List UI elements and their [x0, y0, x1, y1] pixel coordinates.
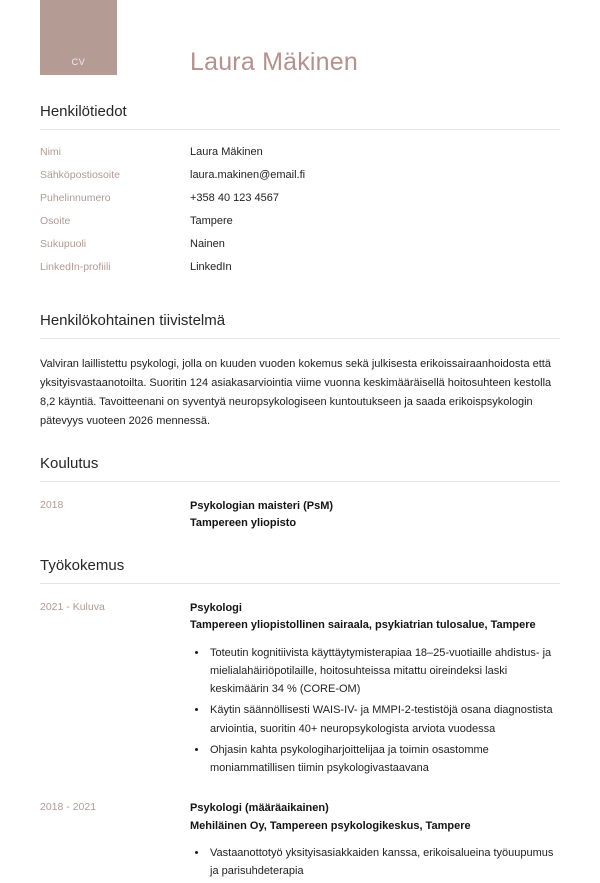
detail-label: Osoite	[40, 215, 71, 227]
education-entry-date: 2018	[40, 498, 64, 511]
detail-label: LinkedIn-profiili	[40, 261, 111, 273]
detail-label: Nimi	[40, 146, 61, 158]
experience-entry	[40, 800, 560, 883]
section-title-education: Koulutus	[40, 454, 99, 472]
detail-value: laura.makinen@email.fi	[190, 169, 306, 181]
section-divider	[40, 583, 560, 584]
section-title-experience: Työkokemus	[40, 556, 125, 574]
section-work-experience	[0, 557, 600, 883]
experience-entry	[40, 600, 560, 780]
education-entry-body	[190, 498, 560, 533]
education-degree: Psykologian maisteri (PsM)	[190, 499, 334, 512]
section-divider	[40, 129, 560, 130]
summary-paragraph: Valviran laillistettu psykologi, jolla on kuuden vuoden kokemus sekä julkisesta erikoissairaanhoidosta että yksityisvastaanotoilta. Suoritin 124 asiakasarviointia viime vuonna keskimääräisellä hoitosuhteen kestolla 8,2 käyntiä. Tavoitteenani on syventyä neuropsykologiseen kuntoutukseen ja saada erikoispsykologin pätevyys vuoteen 2026 mennessä.	[40, 358, 552, 427]
cv-logo-label: CV	[71, 57, 86, 67]
experience-employer: Mehiläinen Oy, Tampereen psykologikeskus, Tampere	[190, 819, 471, 832]
experience-role: Psykologi	[190, 601, 242, 614]
detail-row	[40, 261, 560, 273]
cv-header	[0, 0, 600, 103]
detail-value: Tampere	[190, 215, 233, 227]
section-personal-summary	[0, 312, 600, 431]
detail-label: Sähköpostiosoite	[40, 169, 120, 181]
detail-row	[40, 169, 560, 181]
section-personal-details	[0, 103, 600, 273]
experience-entry-date: 2021 - Kuluva	[40, 600, 105, 613]
linkedin-profile-link[interactable]: LinkedIn	[190, 261, 232, 273]
experience-employer: Tampereen yliopistollinen sairaala, psykiatrian tulosalue, Tampere	[190, 619, 536, 632]
cv-logo-block	[40, 0, 117, 75]
candidate-name: Laura Mäkinen	[190, 48, 358, 76]
experience-bullet: • Käytin säännöllisesti WAIS-IV- ja MMPI-2-testistöjä osana diagnostista arviointia, suoritin 40+ neuropsykologista arviota vuodessa	[208, 701, 560, 737]
section-divider	[40, 338, 560, 339]
experience-bullet-list	[190, 644, 560, 777]
section-title-personal: Henkilötiedot	[40, 103, 127, 120]
experience-bullet-list	[190, 844, 560, 880]
detail-row	[40, 192, 560, 204]
detail-value: Laura Mäkinen	[190, 146, 263, 158]
experience-bullet: • Toteutin kognitiivista käyttäytymisterapiaa 18–25-vuotiaille ahdistus- ja mielialahäiriöpotilaille, hoitosuhteissa mitattu oireindeksi laski keskimäärin 34 % (CORE-OM)	[208, 644, 560, 698]
experience-entry-date: 2018 - 2021	[40, 800, 97, 813]
detail-row	[40, 215, 560, 227]
detail-value: Nainen	[190, 238, 225, 250]
education-school: Tampereen yliopisto	[190, 517, 297, 530]
detail-label: Sukupuoli	[40, 238, 87, 250]
experience-role: Psykologi (määräaikainen)	[190, 801, 329, 814]
experience-entry-body	[190, 600, 560, 780]
detail-value: +358 40 123 4567	[190, 192, 280, 204]
experience-bullet: • Vastaanottotyö yksityisasiakkaiden kanssa, erikoisalueina työuupumus ja parisuhdeterapia	[208, 844, 560, 880]
section-divider	[40, 481, 560, 482]
experience-bullet: • Ohjasin kahta psykologiharjoittelijaa ja toimin osastomme moniammatillisen tiimin psykologivastaavana	[208, 741, 560, 777]
education-entry	[40, 498, 560, 533]
detail-label: Puhelinnumero	[40, 192, 111, 204]
section-title-summary: Henkilökohtainen tiivistelmä	[40, 312, 226, 329]
experience-entry-body	[190, 800, 560, 883]
section-education	[0, 455, 600, 533]
detail-row	[40, 146, 560, 158]
detail-row	[40, 238, 560, 250]
